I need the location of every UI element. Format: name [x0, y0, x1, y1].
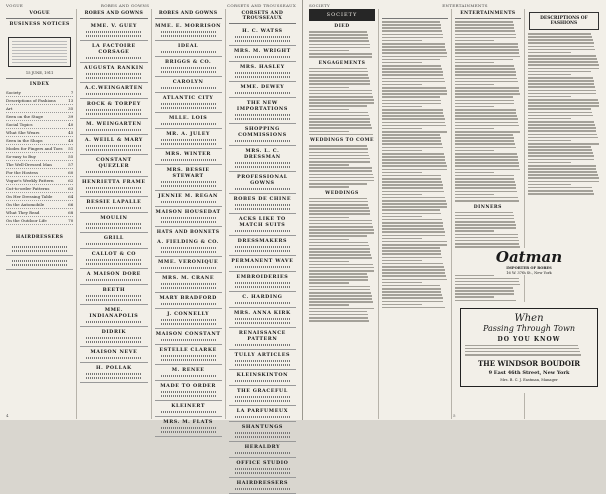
index-item — [6, 129, 73, 137]
oatman-address: 16 W. 37th St., New York — [506, 270, 552, 275]
index-item-page: 40 — [68, 121, 74, 127]
index-item — [6, 161, 73, 169]
died-text — [309, 31, 375, 58]
ad-name: A. WEILL & MARY — [84, 137, 143, 143]
oatman-sub: IMPORTER OF ROBES — [506, 266, 552, 270]
ad-block — [229, 46, 296, 62]
dinners-title: DINNERS — [473, 204, 502, 210]
index-item-label: Modes for Fingers and Toes — [6, 145, 63, 151]
left-page — [0, 0, 303, 486]
index-item — [6, 185, 73, 193]
ad-list — [155, 237, 222, 437]
ad-name: A. FIELDING & CO. — [157, 239, 220, 245]
ad-block — [155, 329, 222, 345]
ad-list — [155, 21, 222, 227]
ad-block — [155, 401, 222, 417]
left-col-3 — [152, 9, 226, 425]
ad-block — [6, 242, 73, 256]
society-col2-heading — [382, 9, 448, 19]
when-title: When — [514, 313, 544, 324]
ad-name: THE NEW IMPORTATIONS — [236, 100, 288, 112]
index-item-page: 57 — [68, 161, 74, 167]
index-item — [6, 137, 73, 145]
when-name: THE WINDSOR BOUDOIR — [477, 358, 581, 368]
ad-name: MME. E. MORRISON — [155, 23, 222, 29]
index-item-page: 70 — [68, 217, 74, 223]
ad-block — [80, 155, 147, 177]
ad-name: M. WEINGARTEN — [86, 121, 142, 127]
ad-block — [155, 93, 222, 113]
index-item-label: On Her Dressing Table — [6, 193, 53, 199]
index-item-page: 66 — [68, 201, 74, 207]
index-item — [6, 97, 73, 105]
ad-name: MADE TO ORDER — [160, 383, 216, 389]
weddings-to-come-title: WEDDINGS TO COME — [310, 138, 374, 144]
ad-block — [80, 285, 147, 305]
ad-name: GRILL — [103, 235, 124, 241]
index-item-label: Cut-to-order Patterns — [6, 185, 50, 191]
ad-block — [229, 62, 296, 82]
ad-block — [229, 292, 296, 308]
ad-name: SHOPPING COMMISSIONS — [238, 126, 287, 138]
index-item — [6, 113, 73, 121]
ad-name: H. POLLAK — [96, 365, 132, 371]
left-col-4 — [226, 9, 299, 486]
index-item-label: Art — [6, 105, 13, 111]
index-item-label: Social Topics — [6, 121, 33, 127]
ad-block — [229, 370, 296, 386]
fashions-heading-box — [529, 12, 599, 30]
ad-name: MME. VERONIQUE — [158, 259, 219, 265]
weddings-text — [309, 198, 375, 322]
ad-block — [155, 113, 222, 129]
ad-name: H. C. WATSS — [242, 28, 283, 34]
index-item-page: 64 — [68, 193, 74, 199]
index-item — [6, 105, 73, 113]
ad-name: HAIRDRESSERS — [236, 480, 289, 486]
index-item — [6, 201, 73, 209]
oatman-name: Oatman — [495, 248, 563, 266]
index-item — [6, 209, 73, 217]
ad-block — [80, 21, 147, 41]
ad-block — [229, 236, 296, 256]
when-text — [465, 345, 593, 356]
ad-name: LA PARFUMEUX — [236, 408, 289, 414]
ad-name: MRS. M. WRIGHT — [233, 48, 291, 54]
runhead-left-label: VOGUE — [6, 3, 24, 8]
ad-block — [155, 237, 222, 257]
weddings-title: WEDDINGS — [325, 190, 359, 196]
ad-name: MME. DEWEY — [240, 84, 285, 90]
ad-block — [80, 249, 147, 269]
ad-block — [155, 417, 222, 437]
ad-block — [229, 272, 296, 292]
ad-block — [155, 257, 222, 273]
ad-name: AUGUSTA RANKIN — [84, 65, 144, 71]
right-col-2 — [379, 9, 452, 419]
index-item-page: 68 — [68, 209, 74, 215]
ad-block — [229, 386, 296, 406]
ad-block — [155, 149, 222, 165]
index-item — [6, 89, 73, 97]
index-item — [6, 169, 73, 177]
ad-name: MRS. ANNA KIRK — [233, 310, 291, 316]
hairdressers-title: HAIRDRESSERS — [15, 234, 64, 240]
windsor-ad — [454, 302, 604, 393]
ad-block — [80, 347, 147, 363]
ad-block — [229, 172, 296, 194]
oatman-ad — [454, 248, 604, 275]
index-item-label: Society — [6, 89, 21, 95]
ad-name: PERMANENT WAVE — [231, 258, 294, 264]
index-item-page: 13 — [68, 97, 74, 103]
index-item — [6, 193, 73, 201]
index-item — [6, 217, 73, 225]
ad-name: MME. INDIANAPOLIS — [89, 307, 139, 319]
index-item-page: 48 — [68, 137, 74, 143]
ad-name: PROFESSIONAL GOWNS — [236, 174, 288, 186]
ad-name: DRESSMAKERS — [237, 238, 288, 244]
ad-name: M. RENEE — [171, 367, 205, 373]
ad-name: EMBROIDERIES — [236, 274, 289, 280]
ad-block — [229, 82, 296, 98]
ad-name: IDEAL — [178, 43, 199, 49]
notice-date: 15 JUNE, 1911 — [25, 71, 54, 76]
index-item-label: The Well-Dressed Man — [6, 161, 52, 167]
ad-block — [80, 269, 147, 285]
index-item-page: 60 — [68, 169, 74, 175]
entertainments-heading: ENTERTAINMENTS — [455, 9, 521, 19]
ad-name: KLEINSKINTON — [236, 372, 289, 378]
ad-block — [80, 83, 147, 99]
ad-block — [155, 77, 222, 93]
ad-name: OFFICE STUDIO — [236, 460, 289, 466]
ad-block — [80, 135, 147, 155]
ad-name: MAISON CONSTANT — [155, 331, 221, 337]
ad-name: KLEINERT — [171, 403, 205, 409]
ad-list — [80, 21, 147, 383]
ad-block — [229, 214, 296, 236]
left-running-head — [0, 0, 302, 9]
business-notices-title: BUSINESS NOTICES — [9, 22, 70, 27]
index-item-page: 7 — [70, 89, 74, 95]
ad-name: MOULIN — [100, 215, 128, 221]
society-heading: SOCIETY — [309, 9, 375, 21]
ad-name: MR. A. JULEY — [166, 131, 211, 137]
ad-block — [155, 309, 222, 329]
ad-name: MRS. BESSIE STEWART — [166, 167, 210, 179]
when-box — [460, 308, 598, 387]
index-item-label: On the Outdoor Life — [6, 217, 47, 223]
entertainments-text — [455, 21, 521, 202]
index-item-label: For the Hostess — [6, 169, 38, 175]
died-title: DIED — [334, 24, 350, 29]
index-item-label: Seen in the Shops — [6, 137, 43, 143]
col2-heading: ROBES AND GOWNS — [80, 9, 147, 19]
ad-block — [155, 207, 222, 227]
ad-name: HERALDRY — [244, 444, 281, 450]
left-col-1 — [3, 9, 77, 419]
ad-block — [155, 273, 222, 293]
ad-block — [155, 365, 222, 381]
weddings-to-come-text — [309, 145, 375, 187]
ad-name: HENRIETTA FRAME — [82, 179, 146, 185]
ad-block — [80, 99, 147, 119]
ad-block — [80, 363, 147, 383]
engagements-text — [309, 68, 375, 136]
ad-name: MME. V. GUEY — [90, 23, 138, 29]
ad-name: A.C.WEINGARTEN — [84, 85, 143, 91]
ad-name: ROBES DE CHINE — [233, 196, 292, 202]
index-item-page: 51 — [68, 145, 74, 151]
index-item-page: 62 — [68, 177, 74, 183]
ad-block — [80, 305, 147, 327]
ad-name: CONSTANT QUEZLER — [96, 157, 132, 169]
ad-block — [80, 327, 147, 347]
ad-block — [80, 41, 147, 63]
index-item-label: What She Wears — [6, 129, 40, 135]
index-item — [6, 153, 73, 161]
engagements-title: ENGAGEMENTS — [318, 60, 366, 66]
ad-name: JENNIE M. REGAN — [158, 193, 218, 199]
ad-name: MRS. HASLEY — [240, 64, 285, 70]
ad-block — [6, 256, 73, 270]
ad-block — [229, 328, 296, 350]
ad-name: MRS. M. FLATS — [163, 419, 213, 425]
ad-block — [229, 308, 296, 328]
right-col-1 — [306, 9, 379, 419]
index-item-page: 45 — [68, 129, 74, 135]
ad-name: A MAISON DORE — [86, 271, 141, 277]
ad-block — [229, 146, 296, 172]
index-item-label: Vogue's Weekly Pattern — [6, 177, 54, 183]
runhead-left-label: SOCIETY — [309, 3, 330, 8]
ad-block — [80, 63, 147, 83]
index-title: INDEX — [29, 81, 50, 87]
ad-block — [155, 129, 222, 149]
notice-paragraph — [6, 29, 73, 33]
index-item-label: Descriptions of Fashions — [6, 97, 56, 103]
ad-name: CALLOT & CO — [91, 251, 137, 257]
notice-box — [8, 37, 71, 67]
index-item-label: So-easy to Buy — [6, 153, 36, 159]
ad-block — [155, 57, 222, 77]
ad-block — [229, 442, 296, 458]
ad-name: BRIGGS & CO. — [165, 59, 212, 65]
ad-name: MRS. L. C. DRESSMAN — [243, 148, 281, 160]
right-running-head — [303, 0, 606, 9]
index-item-page: 39 — [68, 113, 74, 119]
runhead-center-label: ROBES AND GOWNS — [100, 3, 150, 8]
ad-block — [155, 345, 222, 365]
ad-name: MARY BRADFORD — [159, 295, 217, 301]
ad-list — [229, 26, 296, 494]
ad-name: MAISON HOUSEDAT — [155, 209, 221, 215]
when-address: 9 East 46th Street, New York — [488, 369, 570, 376]
runhead-right-label: CORSETS AND TROUSSEAUX — [227, 3, 296, 8]
ad-block — [80, 197, 147, 213]
when-title-2: Passing Through Town — [482, 324, 575, 333]
ad-block — [229, 26, 296, 46]
ad-block — [229, 406, 296, 422]
runhead-center-label: ENTERTAINMENTS — [442, 3, 488, 8]
col3-heading: ROBES AND GOWNS — [155, 9, 222, 19]
ad-name: J. CONNELLY — [167, 311, 210, 317]
ad-block — [229, 98, 296, 124]
index-item — [6, 121, 73, 129]
ad-block — [80, 233, 147, 249]
ad-block — [229, 458, 296, 478]
notice-illustration — [12, 41, 67, 63]
ad-name: THE GRACEFUL — [236, 388, 288, 394]
ad-name: ROCK & TORPEY — [86, 101, 141, 107]
ad-block — [155, 41, 222, 57]
index-item-page: 35 — [68, 105, 74, 111]
hats-section-title: HATS AND BONNETS — [156, 230, 220, 235]
ad-block — [155, 165, 222, 191]
ad-name: LA FACTOIRE CORSAGE — [92, 43, 136, 55]
ad-block — [155, 381, 222, 401]
ad-name: SHANTUNGS — [241, 424, 283, 430]
ad-block — [80, 213, 147, 233]
index-item-label: On the Automobile — [6, 201, 45, 207]
ad-name: MAISON NEVE — [90, 349, 138, 355]
fashions-text — [528, 33, 600, 195]
ad-name: DIDRIK — [101, 329, 127, 335]
index-item — [6, 145, 73, 153]
page-number: 4 — [6, 413, 9, 418]
fashions-heading: DESCRIPTIONS OF FASHIONS — [540, 16, 588, 26]
ad-block — [155, 191, 222, 207]
ad-block — [229, 422, 296, 442]
ad-name: MRS. WINTER — [165, 151, 211, 157]
ad-name: MRS. M. CRANE — [162, 275, 215, 281]
index-item-label: What They Read — [6, 209, 40, 215]
ad-block — [229, 124, 296, 146]
society-col2-text — [382, 21, 448, 308]
ad-block — [80, 119, 147, 135]
ad-block — [229, 256, 296, 272]
ad-name: CAROLYN — [172, 79, 204, 85]
ad-name: BEETH — [102, 287, 126, 293]
ad-block — [155, 21, 222, 41]
left-col-2 — [77, 9, 151, 419]
right-page — [303, 0, 606, 420]
ad-block — [80, 177, 147, 197]
index-item-page: 55 — [68, 153, 74, 159]
index-list — [6, 89, 73, 225]
ad-name: ACKS LIKE TO MATCH SUITS — [238, 216, 286, 228]
ad-block — [229, 478, 296, 494]
ad-name: ATLANTIC CITY — [162, 95, 214, 101]
when-question: DO YOU KNOW — [497, 336, 561, 343]
index-item-page: 63 — [68, 185, 74, 191]
page-number: 5 — [453, 413, 456, 418]
ad-name: RENAISSANCE PATTERN — [238, 330, 286, 342]
col4-heading: CORSETS AND TROUSSEAUX — [229, 9, 296, 24]
ad-name: MLLE. LOIS — [168, 115, 208, 121]
ad-name: ESTELLE CLARKE — [159, 347, 217, 353]
ad-block — [229, 194, 296, 214]
ad-block — [155, 293, 222, 309]
ad-block — [229, 350, 296, 370]
ad-name: TULLY ARTICLES — [234, 352, 291, 358]
index-item-label: Seen on the Stage — [6, 113, 44, 119]
vogue-heading: VOGUE — [6, 9, 73, 19]
when-manager: Mrs. B. C. J. Eastman, Manager — [500, 377, 558, 382]
ad-name: C. HARDING — [242, 294, 283, 300]
index-item — [6, 177, 73, 185]
ad-name: BESSIE LAPALLE — [86, 199, 142, 205]
